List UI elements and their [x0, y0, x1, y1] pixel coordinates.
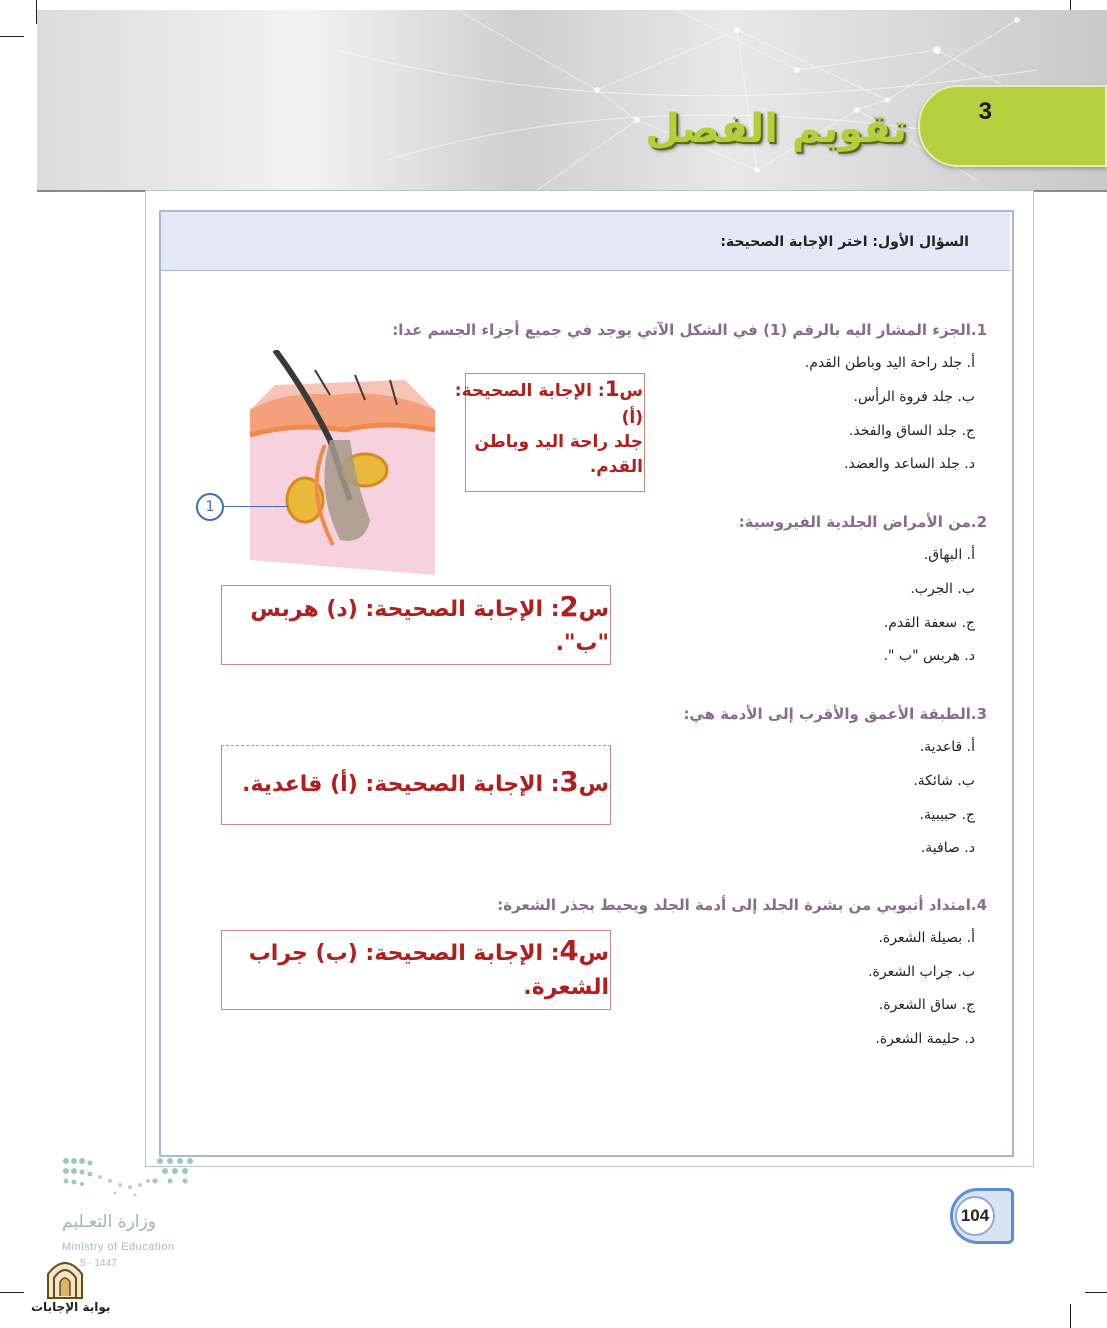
- answer-2-number: 2: [559, 591, 579, 623]
- question-3-option-a: أ. قاعدية.: [919, 739, 975, 755]
- crop-mark: [0, 1292, 24, 1293]
- figure-callout-1: 1: [196, 493, 224, 521]
- crop-mark: [0, 36, 24, 37]
- question-3-option-c: ج. حبيبية.: [919, 807, 975, 823]
- question-1-option-d: د. جلد الساعد والعضد.: [844, 456, 975, 472]
- crop-mark: [1070, 1304, 1071, 1328]
- question-3-title: 3.الطبقة الأعمق والأقرب إلى الأدمة هي:: [683, 705, 987, 723]
- question-4-title: 4.امتداد أنبوبي من بشرة الجلد إلى أدمة الجلد ويحيط بجذر الشعرة:: [497, 896, 987, 914]
- question-2-option-d: د. هربس "ب ".: [883, 648, 975, 664]
- portal-name: بوابة الإجابات: [31, 1300, 111, 1314]
- answer-1-detail: جلد راحة اليد وباطن: [474, 432, 643, 453]
- callout-line: [222, 506, 288, 507]
- answer-4-prefix: س: [578, 941, 609, 966]
- portal-logo-icon: [44, 1256, 86, 1300]
- answer-1-detail-end: القدم.: [589, 457, 643, 478]
- chapter-tab: [918, 85, 1107, 167]
- ministry-name-english: Ministry of Education: [62, 1241, 175, 1253]
- chapter-title: تقويم الفصل: [645, 106, 907, 152]
- question-4-option-d: د. حليمة الشعرة.: [875, 1031, 975, 1047]
- crop-mark: [1085, 1292, 1107, 1293]
- question-3-option-d: د. صافية.: [920, 840, 975, 856]
- question-1-option-a: أ. جلد راحة اليد وباطن القدم.: [804, 355, 975, 371]
- chapter-number: 3: [978, 98, 992, 125]
- section-header: السؤال الأول: اختر الإجابة الصحيحة:: [720, 234, 969, 250]
- answer-4-text: [249, 932, 609, 1004]
- ministry-year: 5 - 1447: [80, 1258, 117, 1269]
- question-4-option-c: ج. ساق الشعرة.: [878, 997, 975, 1013]
- question-4-option-a: أ. بصيلة الشعرة.: [878, 930, 975, 946]
- answer-1-label: : الإجابة الصحيحة:: [454, 381, 605, 401]
- page-number: 104: [955, 1196, 995, 1236]
- answer-2-detail: "ب".: [555, 630, 609, 656]
- answer-4-label: : الإجابة الصحيحة: (ب) جراب: [248, 941, 560, 966]
- answer-2-text: [250, 588, 609, 660]
- question-1-option-b: ب. جلد فروة الرأس.: [853, 389, 975, 405]
- skin-hair-figure: [245, 350, 445, 580]
- question-2-title: 2.من الأمراض الجلدية الفيروسية:: [738, 513, 987, 531]
- answer-1-text: [455, 375, 643, 480]
- answer-3-number: 3: [559, 766, 579, 798]
- answer-3-prefix: س: [578, 772, 609, 797]
- question-2-option-c: ج. سعفة القدم.: [883, 615, 975, 631]
- answer-3-text: [242, 763, 609, 803]
- question-2-option-a: أ. البهاق.: [923, 547, 975, 563]
- question-4-option-b: ب. جراب الشعرة.: [868, 964, 975, 980]
- chapter-banner: [37, 10, 1107, 192]
- question-1-title: 1.الجزء المشار اليه بالرقم (1) في الشكل الآتي يوجد في جميع أجزاء الجسم عدا:: [392, 321, 987, 339]
- answer-1-number: 1: [604, 377, 620, 402]
- answer-4-detail: الشعرة.: [523, 974, 609, 1000]
- ministry-logo-icon: [60, 1155, 200, 1200]
- question-2-option-b: ب. الجرب.: [910, 581, 975, 597]
- question-1-option-c: ج. جلد الساق والفخذ.: [848, 423, 975, 439]
- answer-2-prefix: س: [578, 597, 609, 622]
- answer-3-label: : الإجابة الصحيحة: (أ) قاعدية.: [242, 772, 560, 797]
- ministry-name-arabic: وزارة التعـليم: [62, 1212, 156, 1232]
- answer-1-prefix: س: [619, 381, 643, 401]
- question-3-option-b: ب. شائكة.: [913, 773, 975, 789]
- answer-2-label: : الإجابة الصحيحة: (د) هربس: [250, 597, 560, 622]
- answer-1-choice: (أ): [621, 407, 643, 428]
- answer-4-number: 4: [559, 935, 579, 967]
